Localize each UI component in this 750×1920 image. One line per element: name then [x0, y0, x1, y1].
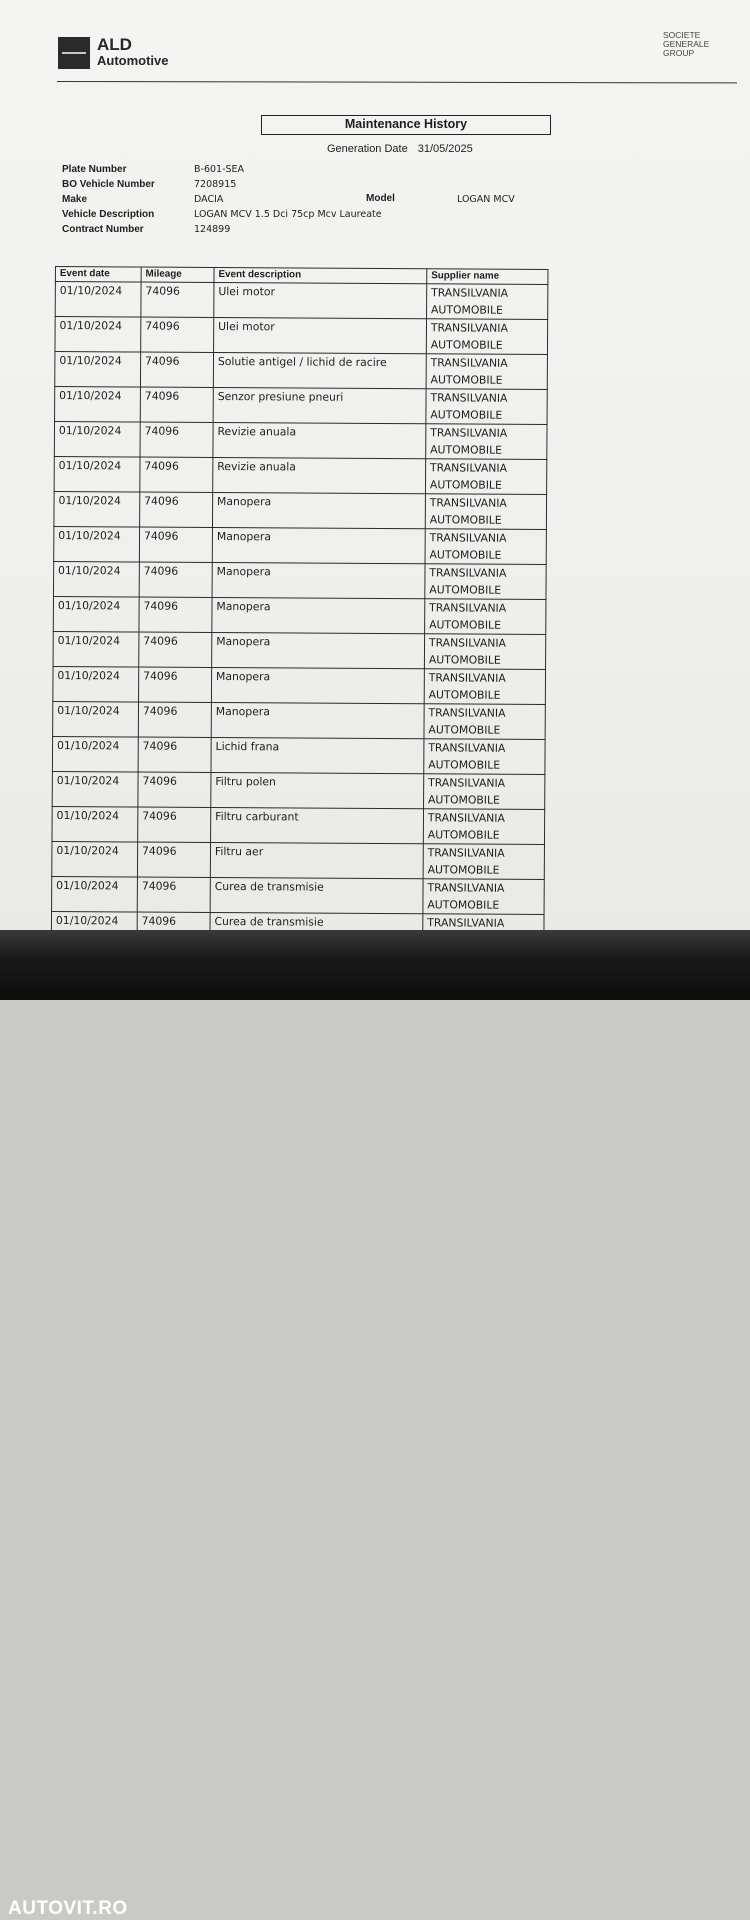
supplier-line-1: TRANSILVANIA: [428, 636, 507, 650]
cell-mileage: 74096: [137, 877, 210, 912]
cell-event-date: 01/10/2024: [51, 911, 137, 947]
supplier-line-2: AUTOMOBILE: [430, 442, 503, 457]
cell-supplier-name: [425, 564, 546, 600]
cell-event-description: Revizie anuala: [213, 422, 426, 458]
table-row: [52, 806, 545, 844]
cell-mileage: 74096: [138, 772, 211, 807]
cell-event-date: 01/10/2024: [52, 841, 138, 877]
cell-event-date: 01/10/2024: [54, 491, 140, 527]
supplier-line-1: TRANSILVANIA: [430, 321, 508, 335]
supplier-line-1: TRANSILVANIA: [429, 566, 507, 580]
table-row: [52, 841, 545, 879]
supplier-line-2: AUTOMOBILE: [427, 897, 500, 912]
supplier-line-1: TRANSILVANIA: [430, 461, 508, 475]
cell-event-description: Manopera: [211, 667, 424, 703]
logo-text-ald: ALD: [97, 35, 132, 54]
supplier-line-1: TRANSILVANIA: [427, 846, 505, 860]
cell-event-description: Lichid frana: [211, 737, 424, 773]
supplier-line-1: TRANSILVANIA: [429, 496, 507, 510]
maintenance-history-table: [51, 266, 549, 950]
cell-event-description: Manopera: [212, 492, 425, 528]
table-row: [52, 771, 545, 809]
plate-number-label: Plate Number: [62, 164, 127, 175]
table-row: [54, 526, 547, 564]
cell-event-description: Curea de transmisie: [210, 877, 423, 913]
cell-event-date: 01/10/2024: [54, 526, 140, 562]
cell-mileage: 74096: [137, 842, 210, 877]
supplier-line-1: TRANSILVANIA: [429, 531, 507, 545]
table-row: [52, 876, 545, 914]
cell-event-date: 01/10/2024: [52, 771, 138, 807]
vehicle-description-value: LOGAN MCV 1.5 Dci 75cp Mcv Laureate: [194, 209, 382, 220]
cell-event-date: 01/10/2024: [53, 701, 139, 737]
cell-mileage: 74096: [139, 527, 212, 562]
supplier-line-1: TRANSILVANIA: [428, 706, 506, 720]
table-row: [53, 666, 546, 704]
autovit-watermark: AUTOVIT.RO: [8, 1898, 128, 1919]
cell-mileage: 74096: [140, 492, 213, 527]
cell-supplier-name: [426, 319, 547, 355]
supplier-line-2: AUTOMOBILE: [427, 862, 500, 877]
ald-logo-icon: [58, 37, 90, 69]
cell-event-description: Senzor presiune pneuri: [213, 387, 426, 423]
cell-supplier-name: [423, 809, 544, 845]
cell-event-date: 01/10/2024: [52, 806, 138, 842]
supplier-line-1: TRANSILVANIA: [427, 811, 505, 825]
cell-supplier-name: [424, 704, 545, 740]
supplier-line-2: AUTOMOBILE: [427, 792, 500, 807]
cell-mileage: 74096: [139, 667, 212, 702]
cell-event-description: Manopera: [211, 702, 424, 738]
supplier-line-1: TRANSILVANIA: [431, 286, 509, 300]
supplier-line-1: TRANSILVANIA: [428, 671, 506, 685]
cell-mileage: 74096: [140, 422, 213, 457]
cell-supplier-name: [424, 634, 545, 670]
cell-event-date: 01/10/2024: [54, 456, 140, 492]
col-supplier-name: Supplier name: [427, 269, 548, 285]
cell-supplier-name: [425, 599, 546, 635]
cell-event-date: 01/10/2024: [52, 876, 138, 912]
bottom-band: [0, 930, 750, 1919]
cell-event-description: Solutie antigel / lichid de racire: [213, 352, 426, 388]
supplier-line-2: AUTOMOBILE: [430, 372, 503, 387]
table-row: [55, 317, 548, 355]
page-title: Maintenance History: [261, 115, 551, 135]
cell-event-description: Manopera: [212, 597, 425, 633]
cell-supplier-name: [423, 844, 544, 880]
cell-mileage: 74096: [138, 737, 211, 772]
bo-vehicle-number-label: BO Vehicle Number: [62, 179, 155, 190]
cell-mileage: 74096: [140, 457, 213, 492]
table-row: [55, 387, 548, 425]
supplier-line-1: TRANSILVANIA: [428, 741, 506, 755]
cell-event-description: Manopera: [212, 632, 425, 668]
document-page: [0, 0, 750, 940]
group-line-2: GENERALE: [663, 39, 710, 49]
table-row: [54, 456, 547, 494]
vehicle-description-label: Vehicle Description: [62, 209, 155, 220]
generation-date-label: Generation Date: [327, 143, 408, 155]
cell-mileage: 74096: [141, 317, 214, 352]
cell-supplier-name: [425, 459, 546, 495]
table-row: [54, 491, 547, 529]
supplier-line-1: TRANSILVANIA: [430, 426, 508, 440]
supplier-line-1: TRANSILVANIA: [430, 391, 508, 405]
cell-supplier-name: [426, 389, 547, 425]
cell-event-description: Filtru carburant: [211, 807, 424, 843]
cell-supplier-name: [424, 669, 545, 705]
table-row: [53, 561, 546, 599]
cell-supplier-name: [423, 879, 544, 915]
cell-event-description: Revizie anuala: [213, 457, 426, 493]
supplier-line-1: TRANSILVANIA: [429, 601, 507, 615]
table-row: [55, 282, 548, 320]
supplier-line-2: AUTOMOBILE: [430, 407, 503, 422]
group-line-1: SOCIETE: [663, 30, 701, 40]
cell-event-description: Filtru aer: [210, 842, 423, 878]
contract-number-label: Contract Number: [62, 224, 144, 235]
supplier-line-1: TRANSILVANIA: [427, 916, 505, 930]
supplier-line-2: AUTOMOBILE: [428, 652, 501, 667]
cell-event-date: 01/10/2024: [53, 631, 139, 667]
table-row: [52, 736, 545, 774]
model-label: Model: [366, 193, 395, 204]
cell-mileage: 74096: [139, 597, 212, 632]
cell-supplier-name: [425, 494, 546, 530]
generation-date-value: 31/05/2025: [417, 143, 473, 155]
cell-event-date: 01/10/2024: [52, 736, 138, 772]
make-label: Make: [62, 194, 88, 205]
supplier-line-2: AUTOMOBILE: [430, 302, 503, 317]
col-event-description: Event description: [214, 267, 427, 283]
supplier-line-2: AUTOMOBILE: [428, 687, 501, 702]
cell-event-date: 01/10/2024: [53, 666, 139, 702]
cell-event-date: 01/10/2024: [53, 561, 139, 597]
supplier-line-2: AUTOMOBILE: [429, 512, 502, 527]
cell-event-date: 01/10/2024: [55, 352, 141, 388]
supplier-line-2: AUTOMOBILE: [427, 827, 500, 842]
cell-mileage: 74096: [139, 632, 212, 667]
col-event-date: Event date: [55, 267, 141, 283]
supplier-line-2: AUTOMOBILE: [429, 477, 502, 492]
cell-mileage: 74096: [140, 387, 213, 422]
header-divider: [57, 81, 737, 83]
make-value: DACIA: [194, 194, 224, 205]
cell-event-description: Manopera: [212, 562, 425, 598]
supplier-line-1: TRANSILVANIA: [427, 881, 505, 895]
supplier-line-2: AUTOMOBILE: [428, 722, 501, 737]
supplier-line-2: AUTOMOBILE: [428, 757, 501, 772]
table-row: [54, 422, 547, 460]
cell-mileage: 74096: [138, 807, 211, 842]
cell-event-date: 01/10/2024: [55, 387, 141, 423]
cell-event-description: Ulei motor: [214, 317, 427, 353]
cell-event-date: 01/10/2024: [54, 422, 140, 458]
table-row: [53, 596, 546, 634]
cell-event-date: 01/10/2024: [53, 596, 139, 632]
supplier-line-2: AUTOMOBILE: [430, 337, 503, 352]
group-line-3: GROUP: [663, 48, 695, 58]
supplier-line-2: AUTOMOBILE: [429, 617, 502, 632]
generation-date: [327, 143, 473, 155]
cell-supplier-name: [424, 774, 545, 810]
cell-supplier-name: [426, 354, 547, 390]
cell-mileage: 74096: [139, 562, 212, 597]
cell-mileage: 74096: [138, 702, 211, 737]
contract-number-value: 124899: [194, 224, 231, 235]
cell-supplier-name: [425, 529, 546, 565]
societe-generale-group: [663, 31, 709, 58]
col-mileage: Mileage: [141, 267, 214, 282]
cell-event-description: Curea de transmisie: [210, 912, 423, 948]
bo-vehicle-number-value: 7208915: [194, 179, 237, 190]
cell-event-description: Manopera: [212, 527, 425, 563]
cell-mileage: 74096: [141, 282, 214, 317]
cell-event-description: Ulei motor: [214, 282, 427, 318]
supplier-line-2: AUTOMOBILE: [429, 582, 502, 597]
cell-event-date: 01/10/2024: [55, 317, 141, 353]
cell-supplier-name: [424, 739, 545, 775]
cell-mileage: 74096: [137, 912, 210, 947]
logo-text-automotive: Automotive: [97, 53, 169, 68]
cell-event-description: Filtru polen: [211, 772, 424, 808]
supplier-line-2: AUTOMOBILE: [429, 547, 502, 562]
cell-mileage: 74096: [140, 352, 213, 387]
table-row: [53, 631, 546, 669]
cell-supplier-name: [426, 424, 547, 460]
supplier-line-1: TRANSILVANIA: [428, 776, 506, 790]
plate-number-value: B-601-SEA: [194, 164, 245, 175]
model-value: LOGAN MCV: [457, 194, 515, 205]
ald-logo: [58, 36, 174, 72]
table-row: [55, 352, 548, 390]
table-row: [53, 701, 546, 739]
supplier-line-1: TRANSILVANIA: [430, 356, 508, 370]
cell-supplier-name: [427, 284, 548, 320]
cell-event-date: 01/10/2024: [55, 282, 141, 318]
